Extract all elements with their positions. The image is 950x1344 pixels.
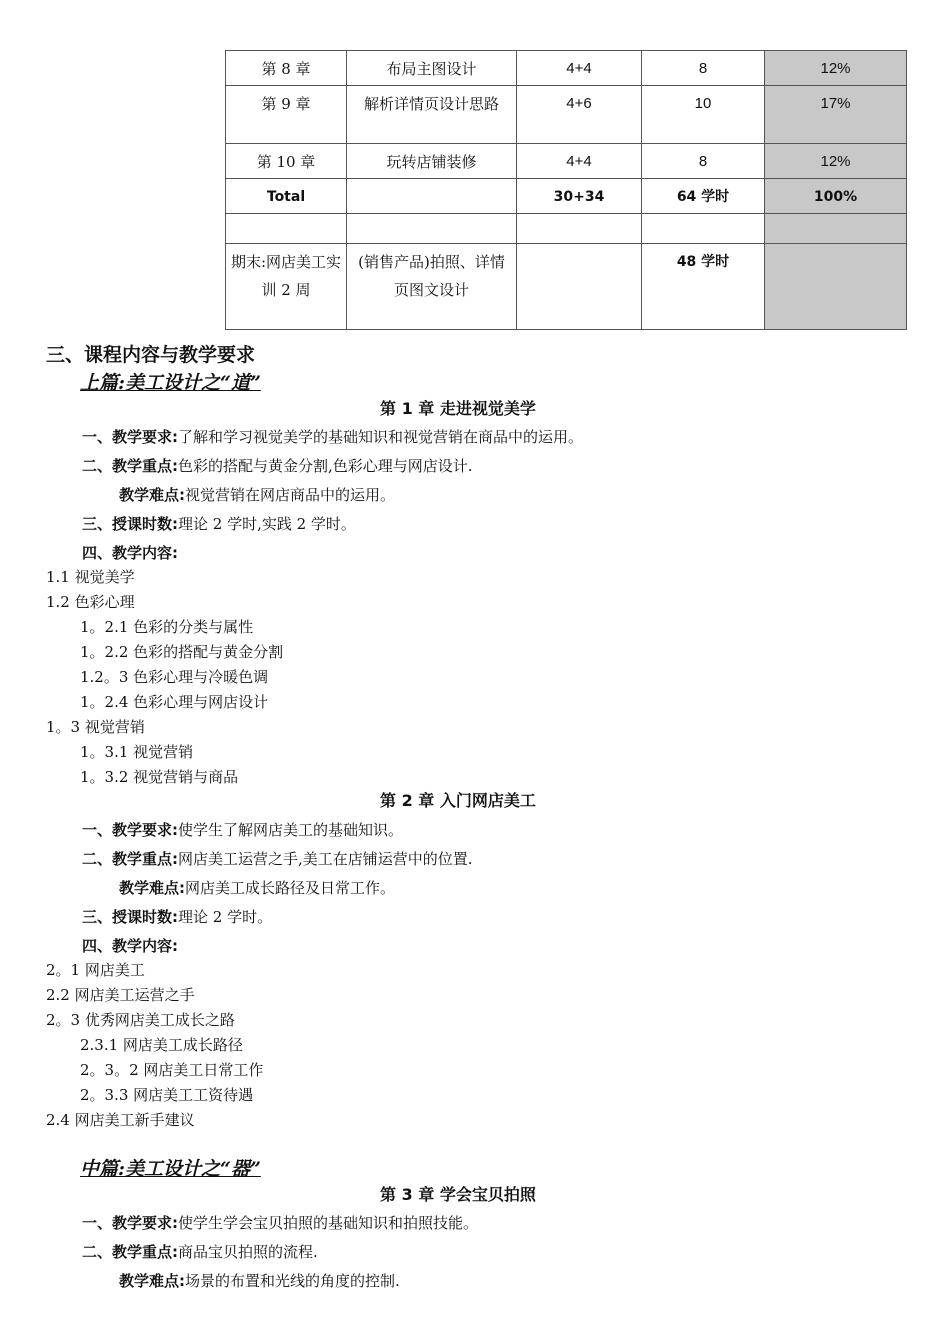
- key-point-line: [82, 1241, 318, 1263]
- list-item: 1。2.4 色彩心理与网店设计: [80, 693, 269, 711]
- course-hours-table: [225, 50, 907, 330]
- table-row: [226, 144, 907, 179]
- list-item: 2.4 网店美工新手建议: [46, 1111, 195, 1129]
- table-cell: 48 学时: [642, 244, 765, 330]
- label: 二、教学重点:: [82, 850, 178, 868]
- table-cell: 100%: [765, 179, 907, 214]
- table-cell: 12%: [765, 144, 907, 179]
- text: 了解和学习视觉美学的基础知识和视觉营销在商品中的运用。: [178, 428, 584, 446]
- table-cell: [765, 214, 907, 244]
- table-cell: 30+34: [517, 179, 642, 214]
- label: 二、教学重点:: [82, 457, 178, 475]
- table-cell: 布局主图设计: [347, 51, 517, 86]
- table-cell: Total: [226, 179, 347, 214]
- table-row: [226, 51, 907, 86]
- label: 一、教学要求:: [82, 821, 178, 839]
- list-item: 2。1 网店美工: [46, 961, 145, 979]
- list-item: 1.1 视觉美学: [46, 568, 135, 586]
- chapter-title: 第 2 章 入门网店美工: [380, 791, 536, 810]
- table-cell: 解析详情页设计思路: [347, 86, 517, 144]
- requirement-line: [82, 426, 583, 448]
- table-cell: 4+4: [517, 51, 642, 86]
- section-title: 三、课程内容与教学要求: [46, 344, 256, 366]
- text: 商品宝贝拍照的流程.: [178, 1243, 318, 1261]
- list-item: 1。2.1 色彩的分类与属性: [80, 618, 254, 636]
- part-title: 上篇:美工设计之“道”: [80, 372, 261, 394]
- table-cell: 4+4: [517, 144, 642, 179]
- label: 三、授课时数:: [82, 515, 178, 533]
- content-label: 四、教学内容:: [82, 544, 178, 562]
- text: 视觉营销在网店商品中的运用。: [185, 486, 396, 504]
- table-cell: (销售产品)拍照、详情页图文设计: [347, 244, 517, 330]
- text: 场景的布置和光线的角度的控制.: [185, 1272, 400, 1290]
- list-item: 1。3.1 视觉营销: [80, 743, 194, 761]
- chapter-title: 第 1 章 走进视觉美学: [380, 399, 536, 418]
- list-item: 2。3 优秀网店美工成长之路: [46, 1011, 235, 1029]
- difficulty-line: [119, 484, 395, 506]
- hours-line: [82, 906, 272, 928]
- text: 理论 2 学时。: [178, 908, 273, 926]
- requirement-line: [82, 1212, 478, 1234]
- label: 教学难点:: [119, 879, 185, 897]
- list-item: 1。3.2 视觉营销与商品: [80, 768, 239, 786]
- table-cell: [765, 244, 907, 330]
- table-row: [226, 86, 907, 144]
- table-cell: 第 8 章: [226, 51, 347, 86]
- table-cell: [517, 214, 642, 244]
- list-item: 2。3.3 网店美工工资待遇: [80, 1086, 254, 1104]
- requirement-line: [82, 819, 403, 841]
- table-cell: [517, 244, 642, 330]
- label: 教学难点:: [119, 486, 185, 504]
- content-label: 四、教学内容:: [82, 937, 178, 955]
- difficulty-line: [119, 877, 395, 899]
- table-cell: 64 学时: [642, 179, 765, 214]
- list-item: 1。3 视觉营销: [46, 718, 145, 736]
- table-cell: [642, 214, 765, 244]
- list-item: 2。3。2 网店美工日常工作: [80, 1061, 264, 1079]
- table-row-total: [226, 179, 907, 214]
- table-cell: [226, 214, 347, 244]
- text: 理论 2 学时,实践 2 学时。: [178, 515, 356, 533]
- table-cell: 玩转店铺装修: [347, 144, 517, 179]
- label: 一、教学要求:: [82, 1214, 178, 1232]
- table-cell: [347, 179, 517, 214]
- list-item: 2.3.1 网店美工成长路径: [80, 1036, 243, 1054]
- chapter-title: 第 3 章 学会宝贝拍照: [380, 1185, 536, 1204]
- table-cell: 第 10 章: [226, 144, 347, 179]
- table-cell: 12%: [765, 51, 907, 86]
- list-item: 2.2 网店美工运营之手: [46, 986, 195, 1004]
- hours-line: [82, 513, 356, 535]
- table-row: [226, 214, 907, 244]
- table-cell: 第 9 章: [226, 86, 347, 144]
- table-cell: 4+6: [517, 86, 642, 144]
- text: 色彩的搭配与黄金分割,色彩心理与网店设计.: [178, 457, 473, 475]
- table-cell: 17%: [765, 86, 907, 144]
- label: 教学难点:: [119, 1272, 185, 1290]
- text: 使学生了解网店美工的基础知识。: [178, 821, 404, 839]
- text: 网店美工运营之手,美工在店铺运营中的位置.: [178, 850, 473, 868]
- table-cell: [347, 214, 517, 244]
- table-cell: 10: [642, 86, 765, 144]
- text: 使学生学会宝贝拍照的基础知识和拍照技能。: [178, 1214, 479, 1232]
- list-item: 1。2.2 色彩的搭配与黄金分割: [80, 643, 284, 661]
- difficulty-line: [119, 1270, 400, 1292]
- text: 网店美工成长路径及日常工作。: [185, 879, 396, 897]
- label: 三、授课时数:: [82, 908, 178, 926]
- table-cell: 8: [642, 144, 765, 179]
- list-item: 1.2 色彩心理: [46, 593, 135, 611]
- key-point-line: [82, 848, 473, 870]
- key-point-line: [82, 455, 473, 477]
- table-cell: 8: [642, 51, 765, 86]
- label: 一、教学要求:: [82, 428, 178, 446]
- table-row: [226, 244, 907, 330]
- table-cell: 期末:网店美工实训 2 周: [226, 244, 347, 330]
- label: 二、教学重点:: [82, 1243, 178, 1261]
- part-title: 中篇:美工设计之“器”: [80, 1158, 261, 1180]
- list-item: 1.2。3 色彩心理与冷暖色调: [80, 668, 269, 686]
